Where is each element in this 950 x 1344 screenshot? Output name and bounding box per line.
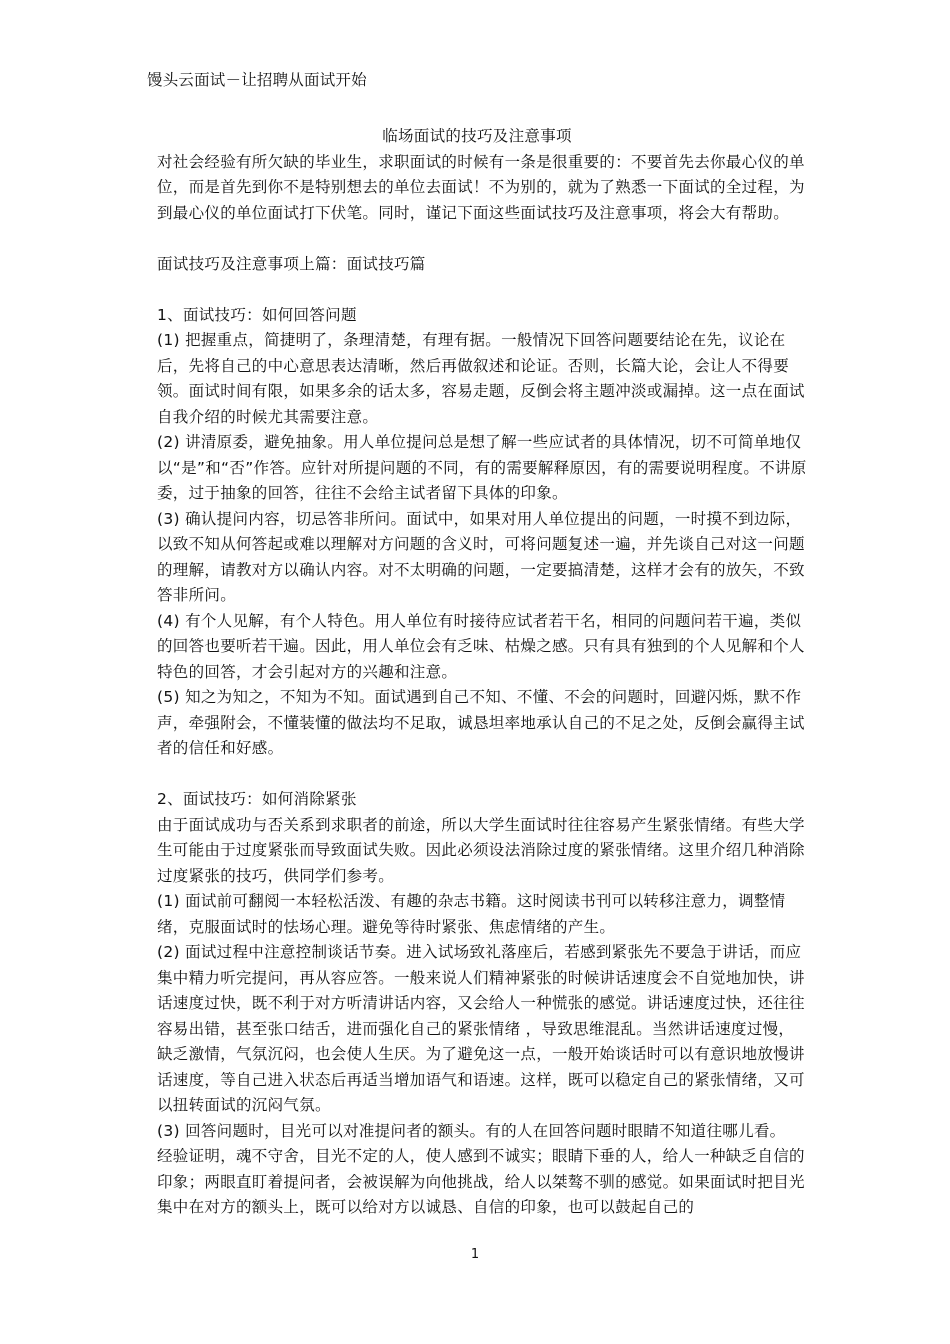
part1-heading: 1、面试技巧：如何回答问题 [157, 305, 357, 324]
document-body [145, 124, 809, 1221]
part2-item: (1) 面试前可翻阅一本轻松活泼、有趣的杂志书籍。这时阅读书刊可以转移注意力，调整情绪，克服面试时的怯场心理。避免等待时紧张、焦虑情绪的产生。 [157, 892, 786, 936]
section-title: 面试技巧及注意事项上篇：面试技巧篇 [157, 254, 426, 273]
part1-item: (3) 确认提问内容，切忌答非所问。面试中，如果对用人单位提出的问题，一时摸不到边际，以致不知从何答起或难以理解对方问题的含义时，可将问题复述一遍，并先谈自己对这一问题的理解，请教对方以确认内容。对不太明确的问题，一定要搞清楚，这样才会有的放矢，不致答非所问。 [157, 509, 805, 604]
part2-intro: 由于面试成功与否关系到求职者的前途，所以大学生面试时往往容易产生紧张情绪。有些大学生可能由于过度紧张而导致面试失败。因此必须设法消除过度的紧张情绪。这里介绍几种消除过度紧张的技巧，供同学们参考。 [157, 815, 805, 885]
part2-heading: 2、面试技巧：如何消除紧张 [157, 790, 357, 808]
spacer [145, 762, 809, 788]
spacer [145, 226, 809, 252]
page-number: 1 [470, 1247, 480, 1262]
part1-item: (2) 讲清原委，避免抽象。用人单位提问总是想了解一些应试者的具体情况，切不可简单地仅以“是”和“否”作答。应针对所提问题的不同，有的需要解释原因，有的需要说明程度。不讲原委，过于抽象的回答，往往不会给主试者留下具体的印象。 [157, 433, 807, 502]
part1-item: (1) 把握重点，简捷明了，条理清楚，有理有据。一般情况下回答问题要结论在先，议论在后，先将自己的中心意思表达清晰，然后再做叙述和论证。否则，长篇大论，会让人不得要领。面试时间有限，如果多余的话太多，容易走题，反倒会将主题冲淡或漏掉。这一点在面试自我介绍的时候尤其需要注意。 [157, 331, 805, 426]
document-title: 临场面试的技巧及注意事项 [382, 127, 572, 145]
part1-item: (5) 知之为知之，不知为不知。面试遇到自己不知、不懂、不会的问题时，回避闪烁，默不作声，牵强附会，不懂装懂的做法均不足取，诚恳坦率地承认自己的不足之处，反倒会赢得主试者的信任和好感。 [157, 688, 805, 757]
intro-paragraph: 对社会经验有所欠缺的毕业生，求职面试的时候有一条是很重要的：不要首先去你最心仪的单位，而是首先到你不是特别想去的单位去面试！不为别的，就为了熟悉一下面试的全过程，为到最心仪的单位面试打下伏笔。同时，谨记下面这些面试技巧及注意事项，将会大有帮助。 [157, 152, 805, 222]
part1-item: (4) 有个人见解，有个人特色。用人单位有时接待应试者若干名，相同的问题问若干遍，类似的回答也要听若干遍。因此，用人单位会有乏味、枯燥之感。只有具有独到的个人见解和个人特色的回答，才会引起对方的兴趣和注意。 [157, 611, 805, 681]
spacer [145, 277, 809, 303]
part2-item: (2) 面试过程中注意控制谈话节奏。进入试场致礼落座后，若感到紧张先不要急于讲话，而应集中精力听完提问，再从容应答。一般来说人们精神紧张的时候讲话速度会不自觉地加快，讲话速度过快，既不利于对方听清讲话内容，又会给人一种慌张的感觉。讲话速度过快，还往往容易出错，甚至张口结舌，进而强化自己的紧张情绪 ，导致思维混乱。当然讲话速度过慢，缺乏激情，气氛沉闷，也会使人生厌。为了避免这一点，一般开始谈话时可以有意识地放慢讲话速度，等自己进入状态后再适当增加语气和语速。这样，既可以稳定自己的紧张情绪，又可以扭转面试的沉闷气氛。 [157, 943, 805, 1114]
part2-tail: 经验证明，魂不守舍，目光不定的人，使人感到不诚实；眼睛下垂的人，给人一种缺乏自信的印象；两眼直盯着提问者，会被误解为向他挑战，给人以桀骜不驯的感觉。如果面试时把目光集中在对方的额头上，既可以给对方以诚恳、自信的印象，也可以鼓起自己的 [157, 1147, 805, 1216]
page-header: 馒头云面试－让招聘从面试开始 [147, 71, 367, 89]
part2-item: (3) 回答问题时，目光可以对准提问者的额头。有的人在回答问题时眼睛不知道往哪儿看。 [157, 1121, 786, 1140]
